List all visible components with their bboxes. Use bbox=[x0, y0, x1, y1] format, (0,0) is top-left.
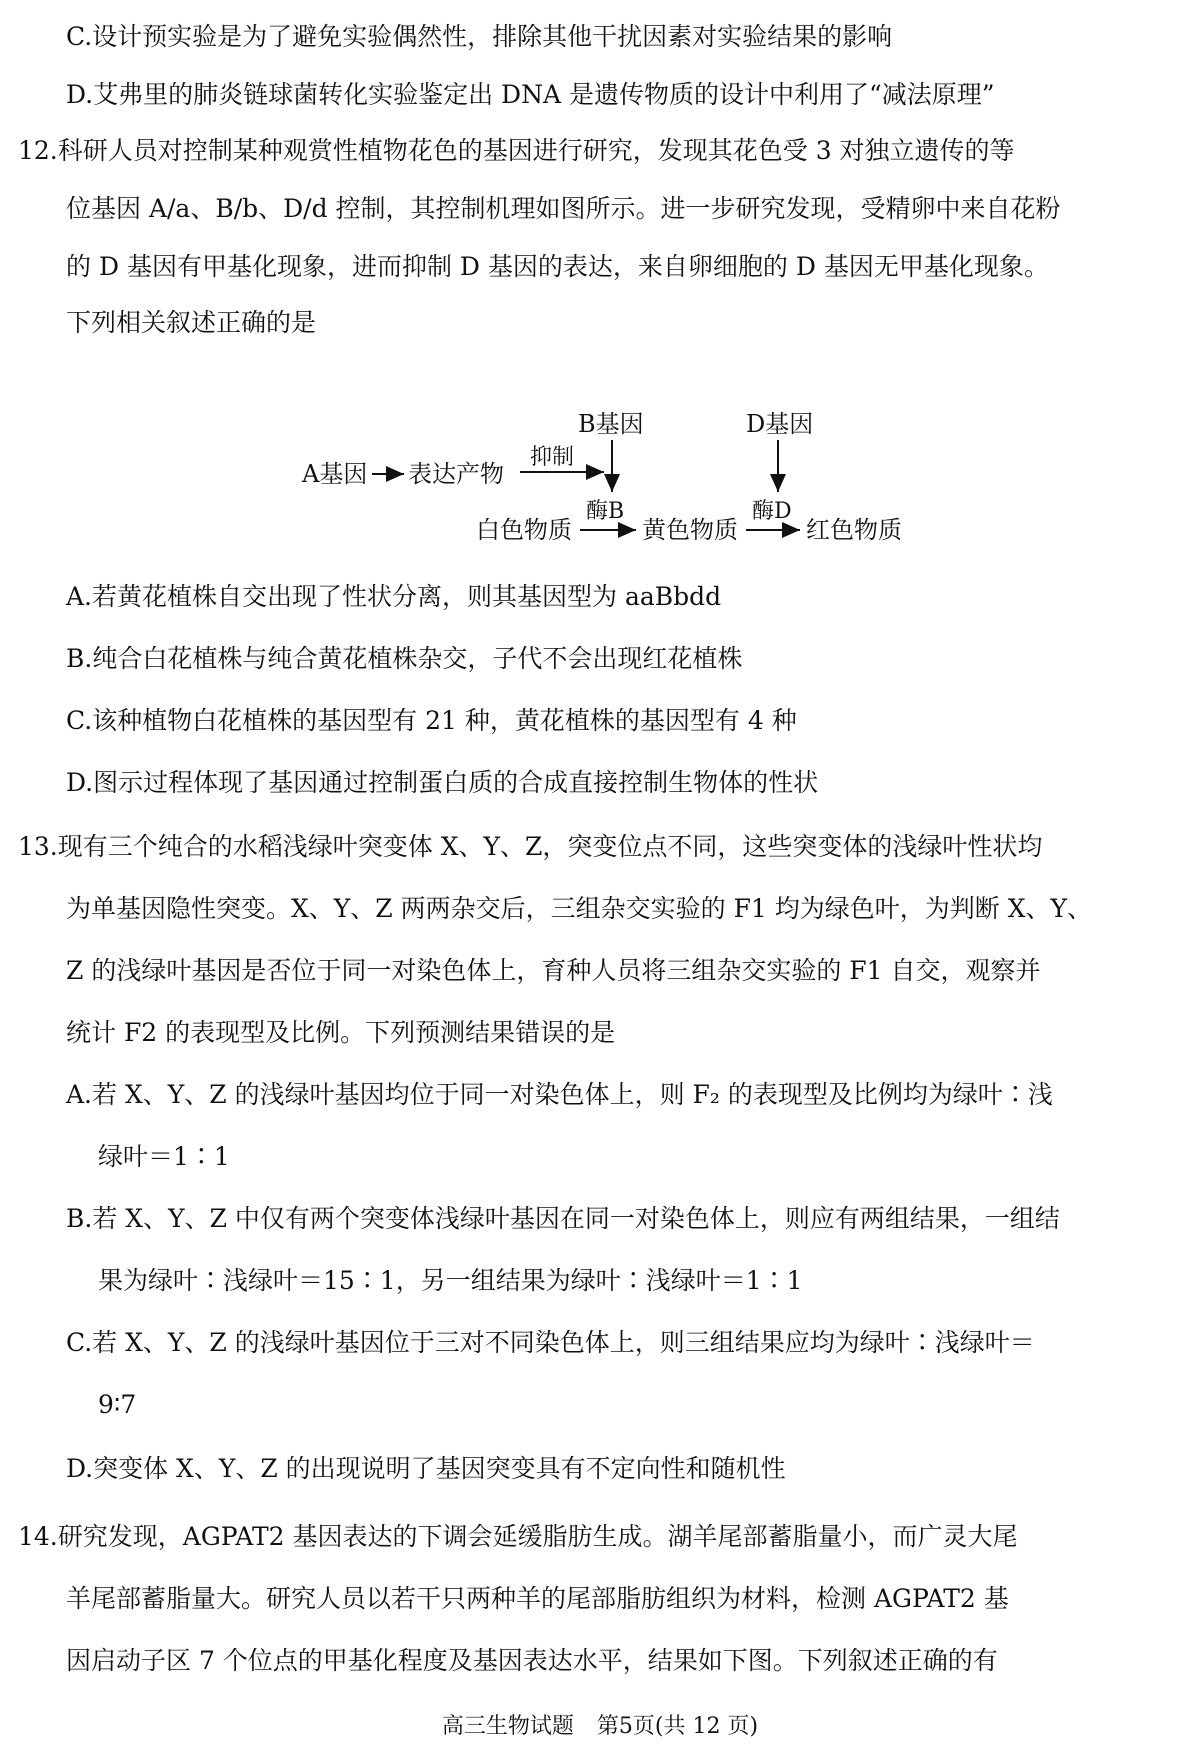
q13-option-b-cont: 果为绿叶∶浅绿叶＝15∶1，另一组结果为绿叶∶浅绿叶＝1∶1 bbox=[98, 1266, 803, 1295]
gene-pathway-diagram bbox=[0, 0, 1200, 560]
q14-stem-line-3: 因启动子区 7 个位点的甲基化程度及基因表达水平，结果如下图。下列叙述正确的有 bbox=[66, 1646, 998, 1675]
q13-stem-line-4: 统计 F2 的表现型及比例。下列预测结果错误的是 bbox=[66, 1018, 616, 1047]
gene-a-label: A基因 bbox=[302, 460, 368, 488]
q12-stem-line-3: 的 D 基因有甲基化现象，进而抑制 D 基因的表达，来自卵细胞的 D 基因无甲基化现象。 bbox=[66, 252, 1049, 281]
q11-option-d: D.艾弗里的肺炎链球菌转化实验鉴定出 DNA 是遗传物质的设计中利用了“减法原理” bbox=[66, 80, 995, 109]
q13-option-d: D.突变体 X、Y、Z 的出现说明了基因突变具有不定向性和随机性 bbox=[66, 1454, 786, 1483]
q13-option-c: C.若 X、Y、Z 的浅绿叶基因位于三对不同染色体上，则三组结果应均为绿叶∶浅绿叶＝ bbox=[66, 1328, 1035, 1357]
white-substance-label: 白色物质 bbox=[476, 516, 572, 544]
q12-option-b: B.纯合白花植株与纯合黄花植株杂交，子代不会出现红花植株 bbox=[66, 644, 743, 673]
q12-option-d: D.图示过程体现了基因通过控制蛋白质的合成直接控制生物体的性状 bbox=[66, 768, 819, 797]
yellow-substance-label: 黄色物质 bbox=[642, 516, 738, 544]
gene-b-label: B基因 bbox=[578, 410, 644, 438]
q13-stem-line-1: 13.现有三个纯合的水稻浅绿叶突变体 X、Y、Z，突变位点不同，这些突变体的浅绿叶性状均 bbox=[18, 832, 1043, 861]
red-substance-label: 红色物质 bbox=[806, 516, 902, 544]
page-footer bbox=[0, 1712, 1200, 1742]
product-label: 表达产物 bbox=[408, 460, 504, 488]
inhibit-label: 抑制 bbox=[530, 445, 575, 470]
q12-stem-line-2: 位基因 A/a、B/b、D/d 控制，其控制机理如图所示。进一步研究发现，受精卵中来自花粉 bbox=[66, 194, 1061, 223]
q13-option-a: A.若 X、Y、Z 的浅绿叶基因均位于同一对染色体上，则 F₂ 的表现型及比例均为绿叶∶浅 bbox=[66, 1080, 1053, 1109]
enzyme-b-label: 酶B bbox=[586, 499, 625, 524]
q13-option-a-cont: 绿叶＝1∶1 bbox=[98, 1142, 230, 1171]
q13-stem-line-3: Z 的浅绿叶基因是否位于同一对染色体上，育种人员将三组杂交实验的 F1 自交，观察并 bbox=[66, 956, 1041, 985]
q13-option-c-cont: 9∶7 bbox=[98, 1390, 137, 1419]
q11-option-c: C.设计预实验是为了避免实验偶然性，排除其他干扰因素对实验结果的影响 bbox=[66, 22, 893, 51]
q14-stem-line-1: 14.研究发现，AGPAT2 基因表达的下调会延缓脂肪生成。湖羊尾部蓄脂量小，而广灵大尾 bbox=[18, 1522, 1018, 1551]
gene-d-label: D基因 bbox=[746, 410, 814, 438]
q14-stem-line-2: 羊尾部蓄脂量大。研究人员以若干只两种羊的尾部脂肪组织为材料，检测 AGPAT2 基 bbox=[66, 1584, 1009, 1613]
q12-option-c: C.该种植物白花植株的基因型有 21 种，黄花植株的基因型有 4 种 bbox=[66, 706, 797, 735]
q12-stem-line-4: 下列相关叙述正确的是 bbox=[66, 308, 317, 337]
enzyme-d-label: 酶D bbox=[752, 499, 792, 524]
q12-option-a: A.若黄花植株自交出现了性状分离，则其基因型为 aaBbdd bbox=[66, 582, 722, 611]
footer-page-number: 第5页(共 12 页) bbox=[596, 1714, 759, 1739]
q13-option-b: B.若 X、Y、Z 中仅有两个突变体浅绿叶基因在同一对染色体上，则应有两组结果，一组结 bbox=[66, 1204, 1060, 1233]
q12-stem-line-1: 12.科研人员对控制某种观赏性植物花色的基因进行研究，发现其花色受 3 对独立遗传的等 bbox=[18, 136, 1015, 165]
footer-subject: 高三生物试题 bbox=[441, 1714, 574, 1739]
q13-stem-line-2: 为单基因隐性突变。X、Y、Z 两两杂交后，三组杂交实验的 F1 均为绿色叶，为判断 X、Y、 bbox=[66, 894, 1093, 923]
